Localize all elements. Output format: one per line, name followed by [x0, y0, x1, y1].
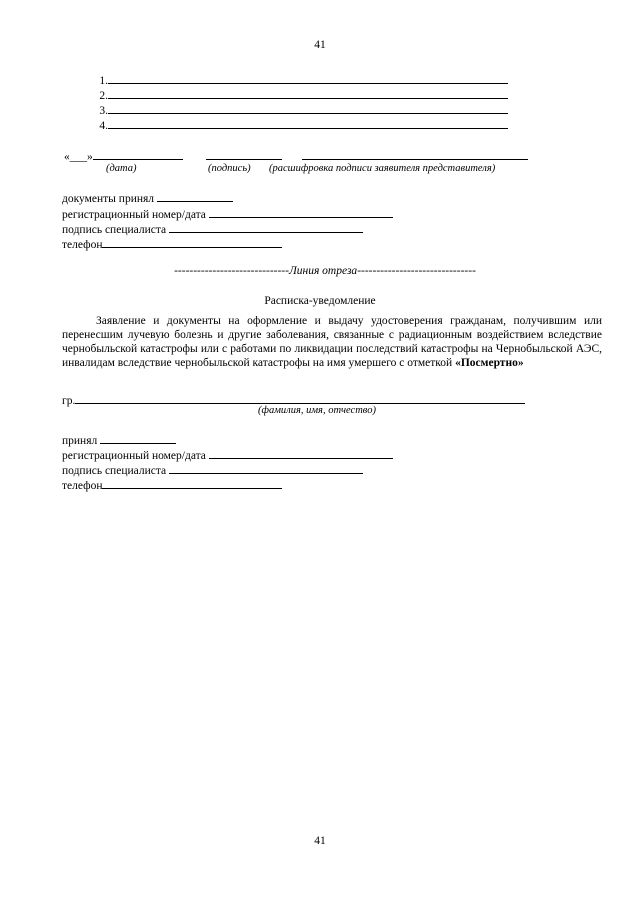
date-blank: [93, 148, 183, 160]
numbered-line-3: [96, 102, 516, 116]
phone-blank: [102, 236, 282, 248]
cut-line-label: Линия отреза: [288, 265, 358, 277]
accepted-label-2: принял: [62, 435, 98, 447]
specialist-sign-label: подпись специалиста: [62, 224, 167, 236]
receipt-text: Заявление и документы на оформление и выдачу удостоверения гражданам, получившим или перенесшим лучевую болезнь и другие заболевания, связанные с радиационным воздействием вследствие чернобыльской катастрофы или с работами по ликвидации последствий катастрофы на Чернобыльской АЭС, инвалидам вследствие чернобыльской катастрофы на имя умершего с отметкой: [62, 315, 602, 369]
reg-number-label: регистрационный номер/дата: [62, 209, 206, 221]
phone-field: [62, 236, 282, 250]
cut-line: [0, 264, 640, 278]
sign-blank: [206, 148, 282, 160]
date-caption: (дата): [106, 163, 137, 174]
reg-number-field: [62, 206, 393, 220]
reg-number-label-2: регистрационный номер/дата: [62, 450, 206, 462]
sign-caption: (подпись): [208, 163, 251, 174]
phone-label: телефон: [62, 239, 103, 251]
line-number: 2.: [99, 90, 108, 102]
blank-line: [108, 102, 508, 114]
phone-blank-2: [102, 477, 282, 489]
phone-label-2: телефон: [62, 480, 103, 492]
accepted-label: документы принял: [62, 193, 155, 205]
receipt-title: Расписка-уведомление: [264, 295, 376, 307]
decode-caption: (расшифровка подписи заявителя представителя): [269, 163, 496, 174]
specialist-sign-field: [62, 221, 363, 235]
phone-field-2: [62, 477, 282, 491]
numbered-line-1: [96, 72, 516, 86]
page-number-bottom: 41: [314, 835, 326, 847]
accepted-blank-2: [100, 432, 176, 444]
line-number: 3.: [99, 105, 108, 117]
fio-caption: (фамилия, имя, отчество): [258, 405, 376, 416]
posthumous-mark: «Посмертно»: [455, 357, 524, 369]
cut-line-right: -------------------------------: [357, 265, 476, 277]
specialist-sign-field-2: [62, 462, 363, 476]
accepted-blank: [157, 190, 233, 202]
blank-line: [108, 117, 508, 129]
cut-line-left: ------------------------------: [174, 265, 289, 277]
reg-number-field-2: [62, 447, 393, 461]
line-number: 1.: [99, 75, 108, 87]
reg-number-blank-2: [209, 447, 393, 459]
accepted-field-2: [62, 432, 176, 446]
blank-line: [108, 87, 508, 99]
specialist-sign-blank: [169, 221, 363, 233]
citizen-prefix: гр.: [62, 395, 76, 407]
accepted-field: [62, 190, 233, 204]
receipt-paragraph: [62, 314, 602, 370]
decode-blank: [302, 148, 528, 160]
reg-number-blank: [209, 206, 393, 218]
line-number: 4.: [99, 120, 108, 132]
blank-line: [108, 72, 508, 84]
numbered-line-2: [96, 87, 516, 101]
numbered-line-4: [96, 117, 516, 131]
citizen-blank: [75, 392, 525, 404]
specialist-sign-label-2: подпись специалиста: [62, 465, 167, 477]
specialist-sign-blank-2: [169, 462, 363, 474]
page-number-top: 41: [314, 39, 326, 51]
date-prefix: «___»: [64, 151, 93, 163]
